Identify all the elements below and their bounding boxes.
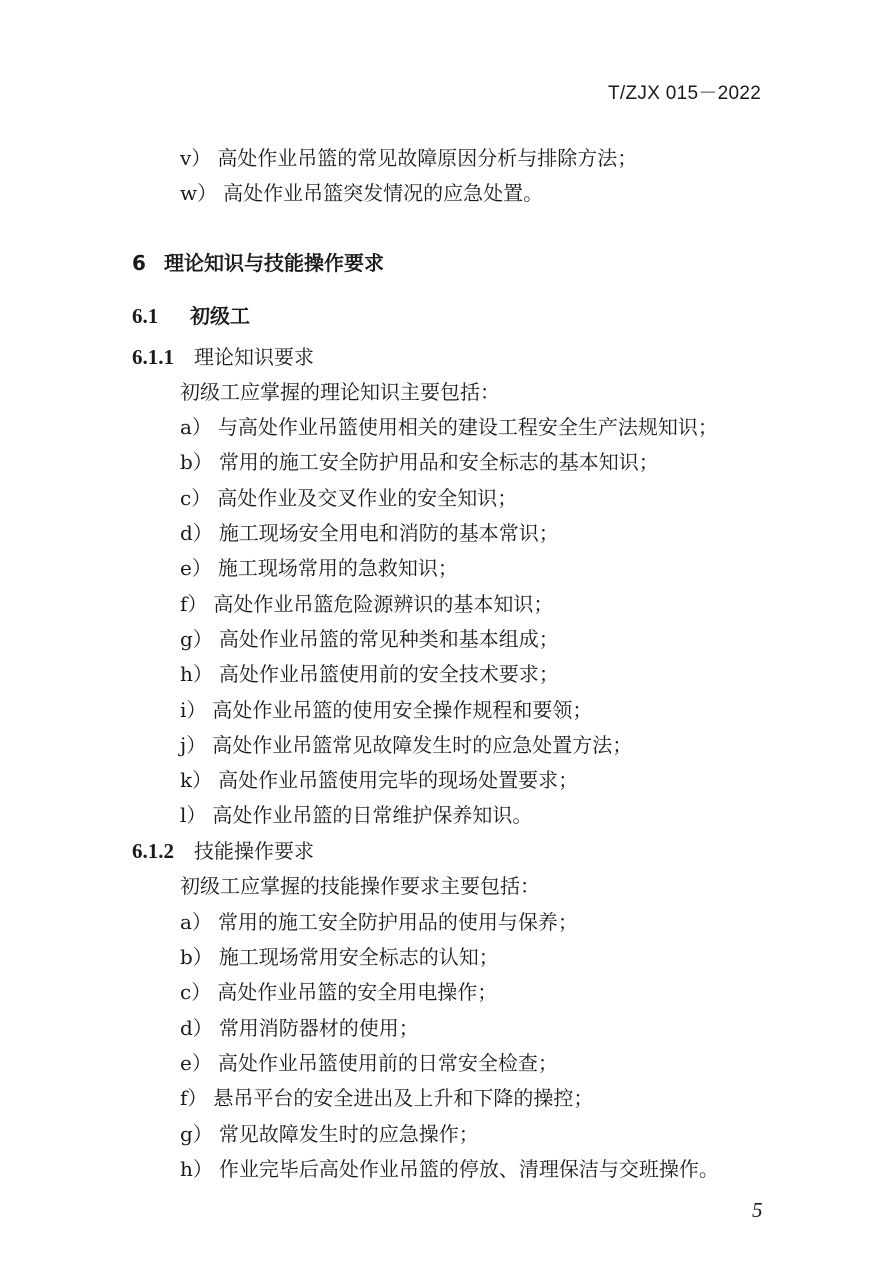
list-item bbox=[180, 588, 553, 617]
list-item bbox=[180, 552, 458, 581]
list-item-text: 施工现场安全用电和消防的基本常识； bbox=[218, 521, 559, 545]
list-marker: c） bbox=[180, 486, 212, 510]
list-item bbox=[180, 729, 632, 758]
section-intro: 初级工应掌握的理论知识主要包括： bbox=[180, 380, 500, 404]
list-item-text: 悬吊平台的安全进出及上升和下降的操控； bbox=[213, 1086, 594, 1110]
list-marker: b） bbox=[180, 450, 213, 474]
section-title: 理论知识要求 bbox=[194, 345, 314, 369]
list-marker: k） bbox=[180, 768, 213, 792]
list-item bbox=[180, 658, 559, 687]
section-number: 6.1.1 bbox=[132, 345, 174, 369]
section-title: 初级工 bbox=[190, 304, 250, 328]
list-item bbox=[180, 482, 517, 511]
list-marker: w） bbox=[180, 181, 218, 205]
list-item bbox=[180, 694, 592, 723]
list-marker: c） bbox=[180, 980, 212, 1004]
list-item bbox=[180, 517, 559, 546]
list-marker: g） bbox=[180, 627, 213, 651]
list-item-text: 作业完毕后高处作业吊篮的停放、清理保洁与交班操作。 bbox=[218, 1157, 719, 1181]
list-item-text: 高处作业及交叉作业的安全知识； bbox=[217, 486, 518, 510]
list-marker: f） bbox=[180, 592, 208, 616]
section-heading-6-1-2 bbox=[132, 835, 314, 864]
list-item bbox=[180, 976, 497, 1005]
list-marker: f） bbox=[180, 1086, 208, 1110]
list-item bbox=[180, 623, 559, 652]
list-item-text: 高处作业吊篮的日常维护保养知识。 bbox=[212, 803, 533, 827]
list-item bbox=[180, 411, 718, 440]
section-heading-6 bbox=[132, 247, 384, 276]
section-intro: 初级工应掌握的技能操作要求主要包括： bbox=[180, 874, 540, 898]
section-heading-6-1 bbox=[132, 300, 250, 329]
list-item-text: 高处作业吊篮常见故障发生时的应急处置方法； bbox=[212, 733, 633, 757]
list-item-text: 高处作业吊篮的常见种类和基本组成； bbox=[218, 627, 559, 651]
section-title: 理论知识与技能操作要求 bbox=[164, 251, 384, 275]
list-item-text: 与高处作业吊篮使用相关的建设工程安全生产法规知识； bbox=[217, 415, 718, 439]
section-number: 6.1 bbox=[132, 304, 159, 328]
list-item bbox=[180, 1153, 719, 1182]
list-item bbox=[180, 446, 659, 475]
list-marker: e） bbox=[180, 556, 212, 580]
list-item bbox=[180, 142, 637, 171]
list-marker: h） bbox=[180, 1157, 213, 1181]
section-number: 6 bbox=[132, 251, 146, 275]
section-heading-6-1-1 bbox=[132, 341, 314, 370]
list-item-text: 常用消防器材的使用； bbox=[218, 1016, 419, 1040]
list-item bbox=[180, 799, 532, 828]
list-item bbox=[180, 1082, 593, 1111]
list-item-text: 施工现场常用安全标志的认知； bbox=[218, 945, 499, 969]
list-marker: b） bbox=[180, 945, 213, 969]
list-item-text: 常见故障发生时的应急操作； bbox=[218, 1122, 479, 1146]
list-marker: i） bbox=[180, 698, 207, 722]
list-item-text: 高处作业吊篮的常见故障原因分析与排除方法； bbox=[217, 146, 638, 170]
list-item bbox=[180, 1012, 419, 1041]
section-number: 6.1.2 bbox=[132, 839, 174, 863]
list-marker: v） bbox=[180, 146, 212, 170]
list-item-text: 常用的施工安全防护用品的使用与保养； bbox=[217, 910, 578, 934]
list-marker: h） bbox=[180, 662, 213, 686]
list-marker: d） bbox=[180, 521, 213, 545]
list-marker: e） bbox=[180, 1051, 212, 1075]
list-marker: g） bbox=[180, 1122, 213, 1146]
list-item-text: 高处作业吊篮的使用安全操作规程和要领； bbox=[212, 698, 593, 722]
section-title: 技能操作要求 bbox=[194, 839, 314, 863]
list-item-text: 常用的施工安全防护用品和安全标志的基本知识； bbox=[218, 450, 659, 474]
list-item-text: 高处作业吊篮使用前的安全技术要求； bbox=[218, 662, 559, 686]
list-item bbox=[180, 1047, 558, 1076]
list-item bbox=[180, 177, 543, 206]
list-item-text: 高处作业吊篮突发情况的应急处置。 bbox=[223, 181, 544, 205]
list-marker: j） bbox=[180, 733, 207, 757]
list-item bbox=[180, 764, 578, 793]
list-item-text: 高处作业吊篮的安全用电操作； bbox=[217, 980, 498, 1004]
list-item-text: 高处作业吊篮使用前的日常安全检查； bbox=[217, 1051, 558, 1075]
list-marker: d） bbox=[180, 1016, 213, 1040]
list-marker: a） bbox=[180, 415, 212, 439]
list-marker: l） bbox=[180, 803, 207, 827]
list-item-text: 施工现场常用的急救知识； bbox=[217, 556, 458, 580]
list-item bbox=[180, 941, 499, 970]
list-item-text: 高处作业吊篮使用完毕的现场处置要求； bbox=[218, 768, 579, 792]
list-item bbox=[180, 1118, 479, 1147]
list-item-text: 高处作业吊篮危险源辨识的基本知识； bbox=[213, 592, 554, 616]
list-item bbox=[180, 906, 578, 935]
list-marker: a） bbox=[180, 910, 212, 934]
document-code: T/ZJX 015－2022 bbox=[608, 83, 762, 104]
page-number: 5 bbox=[752, 1198, 763, 1222]
